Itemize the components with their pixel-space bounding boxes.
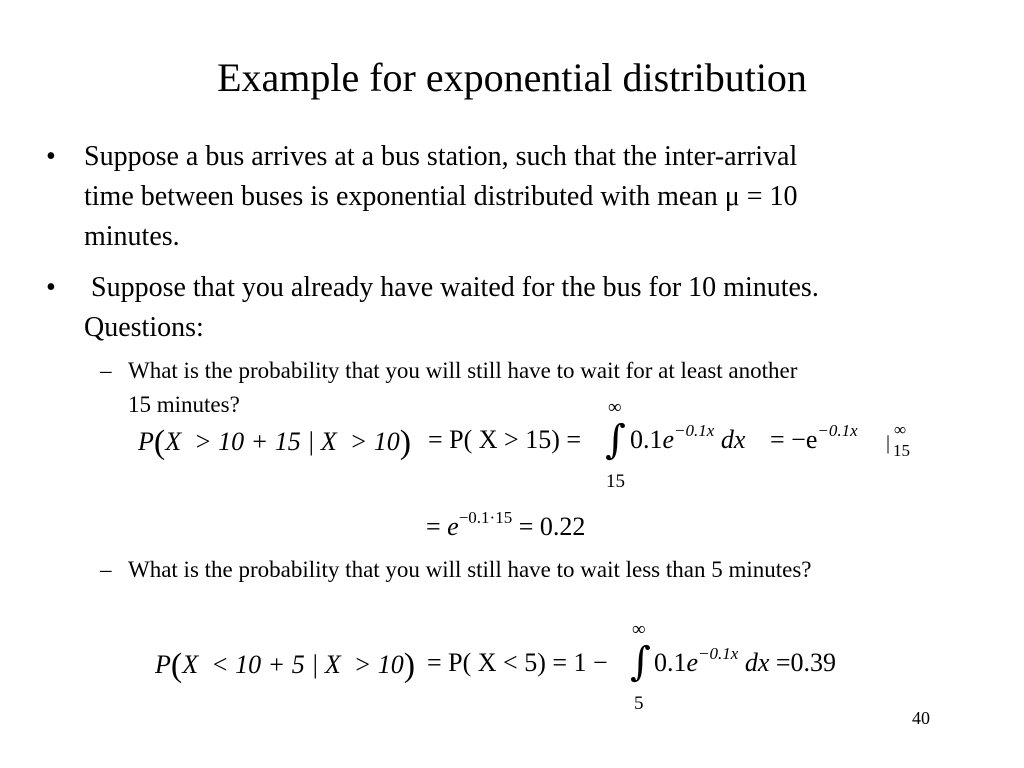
eq3-condition: X < 10 + 5 | X > 10 — [182, 650, 404, 679]
sub-bullet-1-line-1: What is the probability that you will still have to wait for at least another — [128, 358, 798, 383]
bullet-2 — [46, 268, 819, 348]
eq3-result: =0.39 — [775, 648, 837, 677]
sub-bullet-1-line-2: 15 minutes? — [128, 392, 240, 417]
eq1-integrand — [630, 421, 746, 458]
eq2-exponent: −0.1·15 — [458, 508, 513, 527]
eq1-left-side — [138, 424, 412, 461]
sub-bullet-1 — [100, 354, 798, 422]
eq1-eval-lower: 15 — [893, 441, 910, 460]
bullet-symbol: • — [46, 141, 56, 172]
eq1-dx: dx — [720, 425, 746, 454]
eq3-upper-limit: ∞ — [632, 619, 646, 640]
eq1-coeff: 0.1 — [630, 425, 663, 454]
bullet-2-line-2: Questions: — [84, 312, 204, 343]
eq1-rhs-value: = −e — [770, 425, 818, 454]
dash-symbol: – — [100, 358, 112, 383]
dash-symbol: – — [100, 557, 112, 582]
bullet-1 — [46, 137, 798, 257]
eq1-rhs-exponent: −0.1x — [817, 421, 858, 440]
eq1-middle: = P( X > 15) = — [428, 425, 582, 454]
bullet-1-line-1: Suppose a bus arrives at a bus station, such that the inter-arrival — [84, 141, 798, 172]
eq3-dx: dx — [744, 648, 770, 677]
eq2-e: e — [447, 512, 459, 541]
eq3-left-side — [155, 647, 416, 684]
slide-title: Example for exponential distribution — [217, 55, 807, 100]
eq1-exponent: −0.1x — [674, 421, 715, 440]
eq3-coeff: 0.1 — [654, 648, 687, 677]
eq1-upper-limit: ∞ — [608, 397, 622, 418]
page-number: 40 — [912, 708, 930, 728]
eq1-eval-upper: ∞ — [894, 420, 907, 439]
bullet-2-line-1: Suppose that you already have waited for the bus for 10 minutes. — [84, 272, 819, 303]
eq3-exponent: −0.1x — [698, 644, 739, 663]
sub-bullet-2-line-1: What is the probability that you will still have to wait less than 5 minutes? — [128, 557, 812, 582]
eq3-open-paren: ( — [170, 647, 183, 684]
integral-icon: ∫ — [630, 639, 651, 685]
equation-2 — [426, 508, 586, 545]
bullet-1-line-2: time between buses is exponential distributed with mean μ = 10 — [84, 181, 798, 212]
bullet-symbol: • — [46, 272, 56, 303]
sub-bullet-2 — [100, 553, 812, 587]
eq2-result: = 0.22 — [518, 512, 586, 541]
eq1-prob-symbol: P — [138, 427, 154, 456]
eq1-rhs — [770, 421, 858, 458]
eq2-equals: = — [426, 512, 441, 541]
eq1-condition: X > 10 + 15 | X > 10 — [165, 427, 400, 456]
eq1-close-paren: ) — [399, 424, 412, 461]
eq3-close-paren: ) — [403, 647, 416, 684]
eq1-lower-limit: 15 — [606, 471, 625, 492]
eq3-middle: = P( X < 5) = 1 − — [427, 648, 608, 677]
eq3-integrand — [654, 644, 837, 681]
eq1-e: e — [662, 425, 675, 454]
eq1-eval-bar: | — [886, 432, 891, 454]
integral-icon: ∫ — [605, 417, 626, 463]
eq3-e: e — [686, 648, 699, 677]
eq3-lower-limit: 5 — [634, 693, 644, 714]
eq1-open-paren: ( — [153, 424, 166, 461]
bullet-1-line-3: minutes. — [84, 221, 180, 252]
eq3-prob-symbol: P — [155, 650, 171, 679]
